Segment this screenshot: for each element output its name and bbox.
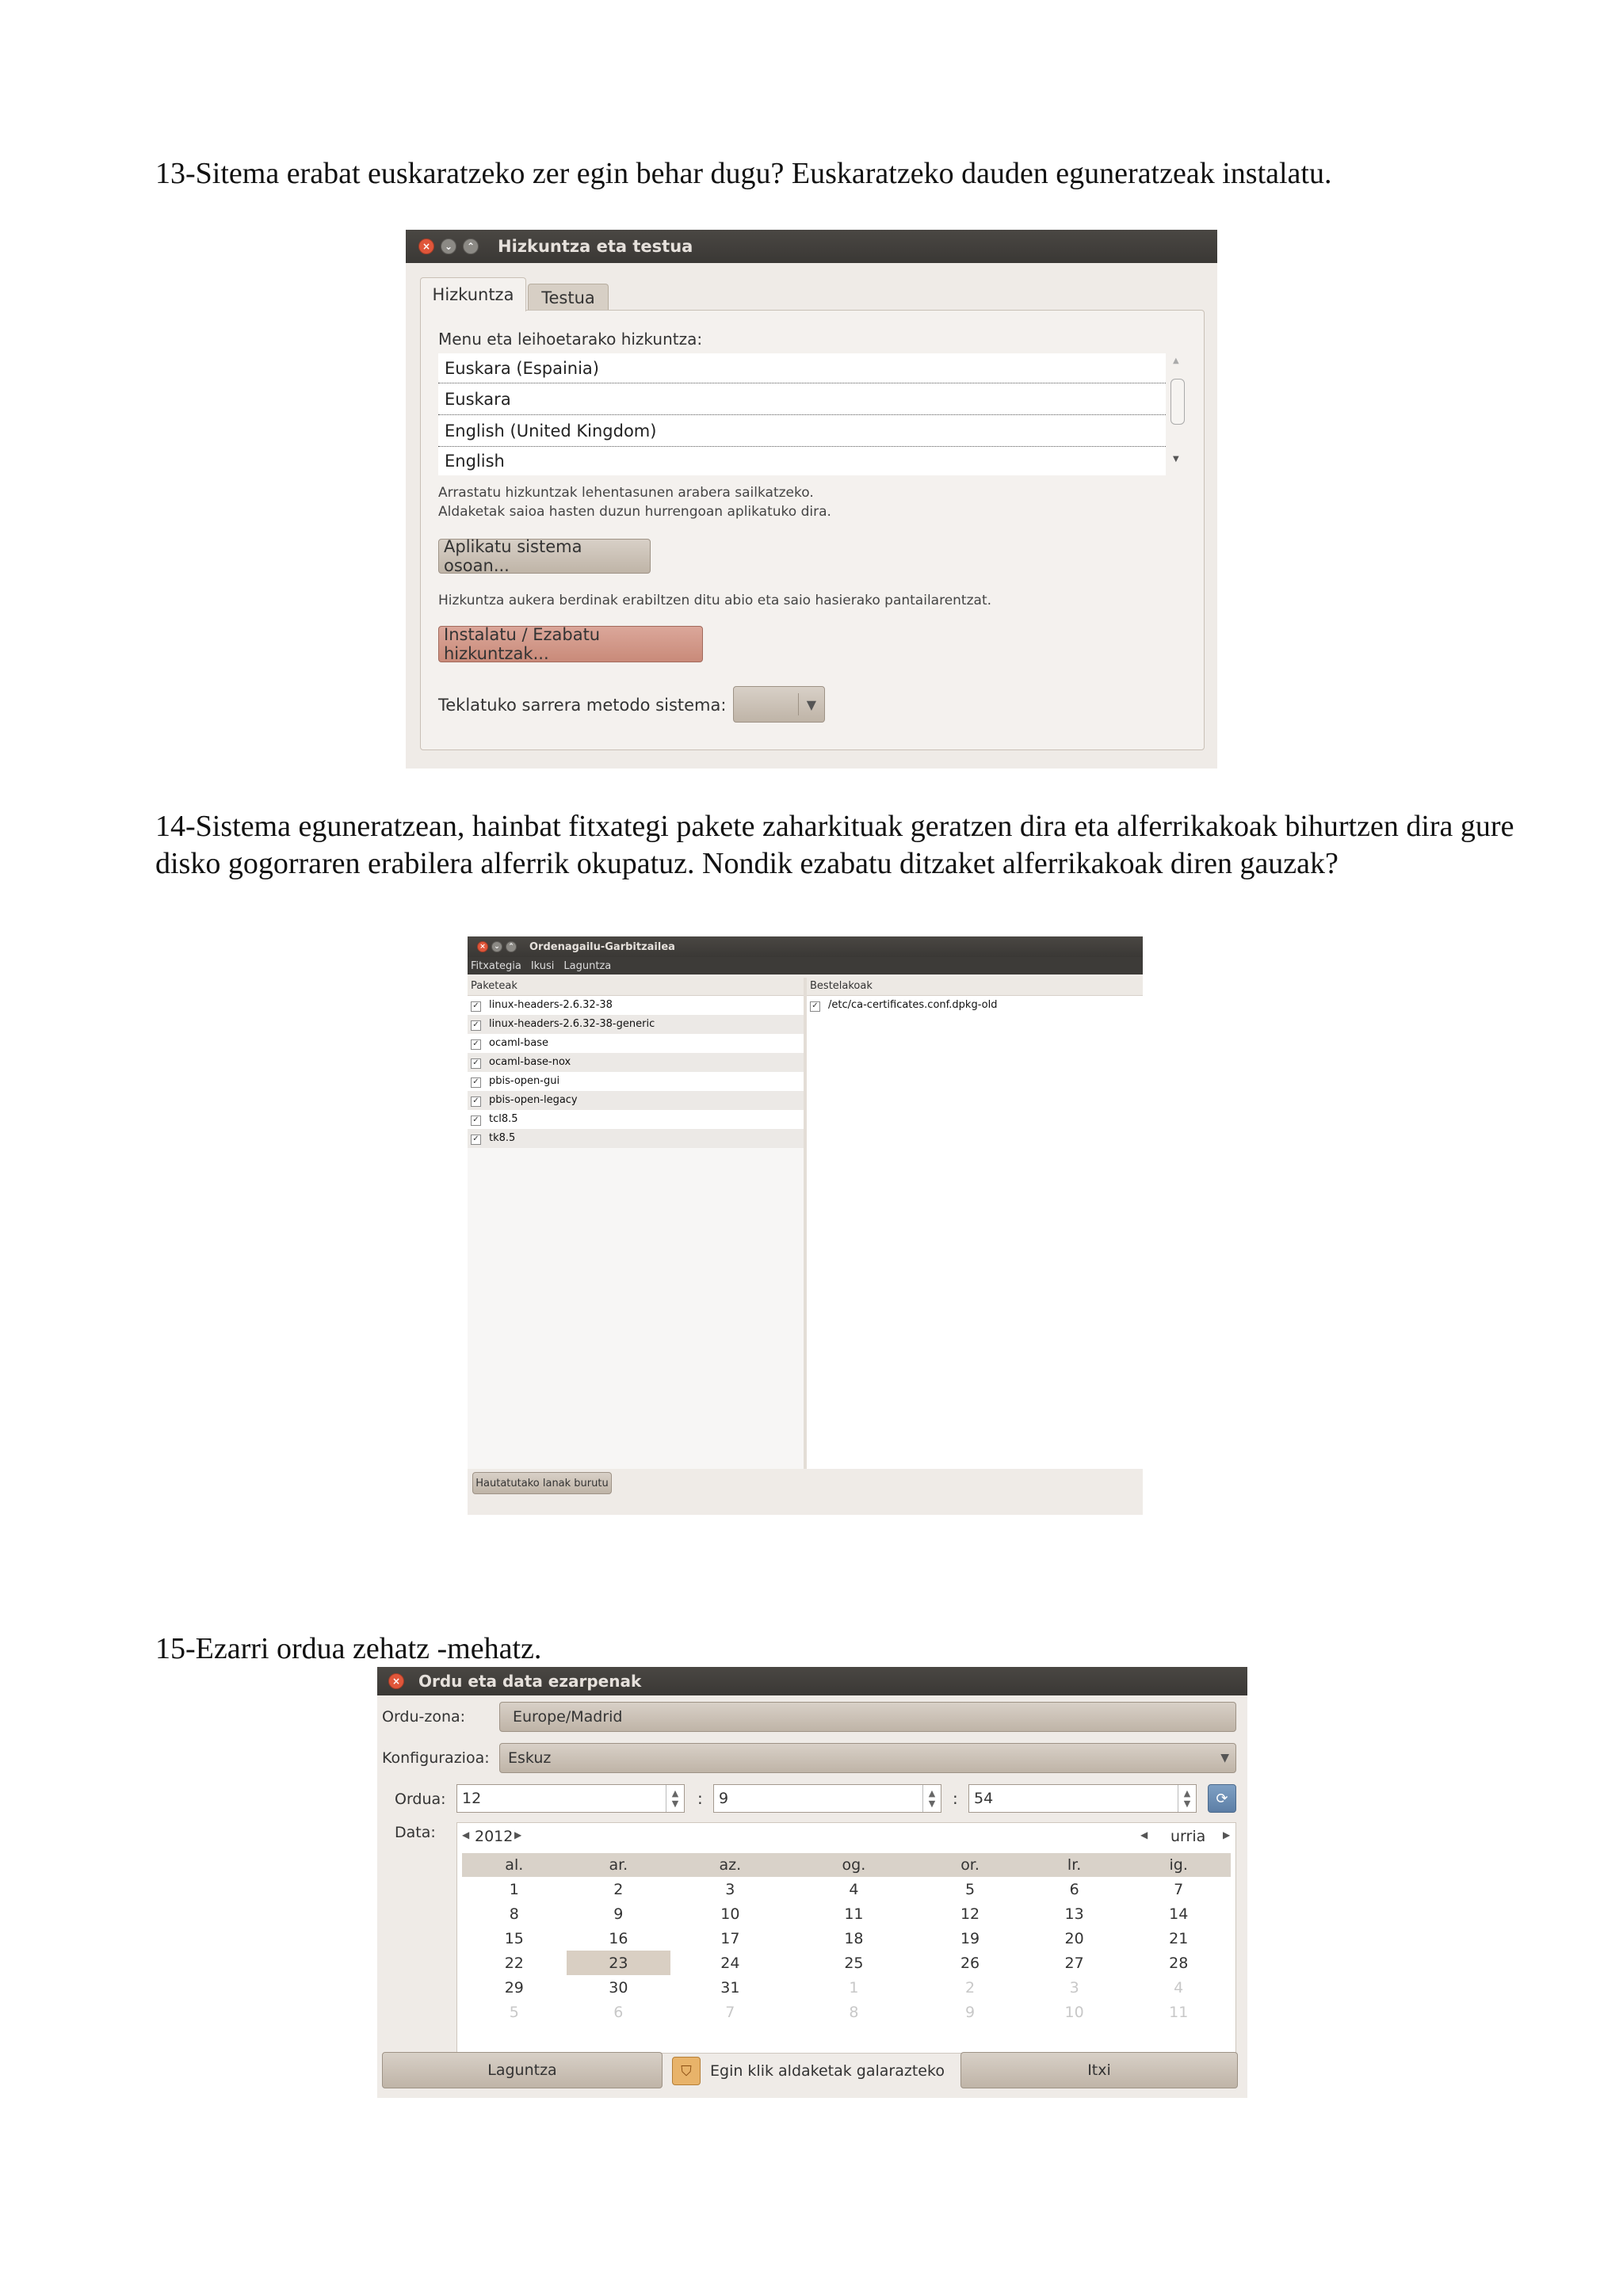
maximize-window-icon[interactable]: ⌃ — [463, 238, 479, 254]
dropdown-separator — [798, 693, 799, 715]
calendar-day[interactable]: 18 — [844, 1929, 864, 1947]
minimize-window-icon[interactable]: ⌄ — [491, 941, 502, 952]
minute-spin-arrows-icon[interactable]: ▲ ▼ — [922, 1785, 941, 1812]
calendar-day[interactable]: 20 — [1064, 1929, 1084, 1947]
hour-spinbox[interactable] — [456, 1784, 685, 1813]
calendar-header — [457, 1823, 1235, 1852]
package-name: ocaml-base — [489, 1037, 549, 1049]
tab-hizkuntza-label: Hizkuntza — [432, 285, 514, 304]
checkbox-checked-icon[interactable]: ✓ — [471, 1001, 481, 1012]
others-pane — [807, 978, 1143, 1469]
unlock-area[interactable] — [672, 2055, 945, 2087]
calendar-day[interactable]: 30 — [609, 1978, 628, 1997]
calendar-day[interactable]: 13 — [1064, 1905, 1084, 1923]
calendar-day[interactable]: 27 — [1064, 1954, 1084, 1972]
time-separator: : — [697, 1789, 703, 1808]
calendar-day-other-month[interactable]: 2 — [965, 1978, 976, 1997]
calendar-day-other-month[interactable]: 9 — [965, 2003, 976, 2021]
tab-testua[interactable] — [528, 284, 609, 311]
calendar-day[interactable]: 2 — [613, 1880, 624, 1898]
apply-system-wide-button[interactable]: Aplikatu sistema osoan... — [438, 539, 651, 574]
title-bar — [468, 936, 1143, 957]
window-title: Ordu eta data ezarpenak — [418, 1672, 642, 1691]
calendar-grid — [462, 1853, 1231, 2024]
package-name: pbis-open-gui — [489, 1075, 560, 1087]
package-name: pbis-open-legacy — [489, 1094, 578, 1106]
calendar-day[interactable]: 16 — [609, 1929, 628, 1947]
calendar-week — [462, 1951, 1231, 1975]
weekday-header: az. — [719, 1856, 742, 1874]
prev-month-icon[interactable]: ◀ — [1140, 1829, 1148, 1840]
time-label: Ordua: — [395, 1791, 446, 1808]
calendar-day[interactable]: 11 — [844, 1905, 864, 1923]
weekday-header: og. — [842, 1856, 866, 1874]
minute-value: 9 — [719, 1790, 729, 1807]
calendar-day[interactable]: 9 — [613, 1905, 624, 1923]
hour-spin-arrows-icon[interactable]: ▲ ▼ — [666, 1785, 684, 1812]
weekday-header: or. — [960, 1856, 980, 1874]
calendar-day[interactable]: 1 — [509, 1880, 519, 1898]
language-window — [406, 230, 1217, 769]
hour-value: 12 — [462, 1790, 482, 1807]
shield-lock-icon[interactable]: ⛉ — [672, 2057, 701, 2085]
calendar-day-other-month[interactable]: 11 — [1169, 2003, 1189, 2021]
tab-panel — [420, 310, 1205, 750]
install-remove-languages-button[interactable]: Instalatu / Ezabatu hizkuntzak... — [438, 626, 703, 662]
timezone-button[interactable] — [499, 1702, 1236, 1732]
scroll-thumb[interactable] — [1170, 379, 1185, 425]
configuration-label: Konfigurazioa: — [382, 1749, 490, 1767]
calendar-day[interactable]: 4 — [849, 1880, 859, 1898]
menu-language-label: Menu eta leihoetarako hizkuntza: — [438, 330, 703, 349]
calendar-day[interactable]: 21 — [1169, 1929, 1189, 1947]
language-list[interactable] — [438, 353, 1166, 475]
calendar-day-other-month[interactable]: 8 — [849, 2003, 859, 2021]
other-row[interactable] — [807, 996, 1143, 1015]
checkbox-checked-icon[interactable]: ✓ — [471, 1058, 481, 1069]
calendar-year: 2012 — [475, 1828, 514, 1845]
drag-hint: Arrastatu hizkuntzak lehentasunen arabera sailkatzeko. — [438, 485, 814, 501]
tab-hizkuntza[interactable] — [420, 277, 526, 311]
calendar-week — [462, 1926, 1231, 1951]
question-13: 13-Sitema erabat euskaratzeko zer egin behar dugu? Euskaratzeko dauden eguneratzeak instalatu. — [155, 157, 1332, 190]
checkbox-checked-icon[interactable]: ✓ — [471, 1039, 481, 1050]
calendar-day[interactable]: 15 — [504, 1929, 524, 1947]
calendar-week — [462, 1877, 1231, 1901]
question-15: 15-Ezarri ordua zehatz -mehatz. — [155, 1632, 542, 1665]
language-list-scrollbar[interactable] — [1169, 353, 1185, 475]
calendar-day-other-month[interactable]: 1 — [849, 1978, 859, 1997]
package-row[interactable] — [468, 1053, 804, 1072]
weekday-header: al. — [505, 1856, 524, 1874]
package-row[interactable] — [468, 1034, 804, 1053]
second-spin-arrows-icon[interactable]: ▲ ▼ — [1178, 1785, 1196, 1812]
dropdown-arrow-icon: ▼ — [1220, 1752, 1229, 1764]
language-row-4[interactable]: English — [445, 452, 505, 471]
calendar-day[interactable]: 12 — [960, 1905, 980, 1923]
input-method-dropdown[interactable] — [733, 686, 825, 723]
close-window-icon[interactable]: × — [388, 1673, 404, 1689]
calendar-day[interactable]: 10 — [720, 1905, 740, 1923]
next-month-icon[interactable]: ▶ — [1223, 1829, 1231, 1840]
package-row[interactable] — [468, 1091, 804, 1110]
package-name: ocaml-base-nox — [489, 1056, 571, 1068]
calendar-day[interactable]: 6 — [1069, 1880, 1079, 1898]
login-screen-note: Hizkuntza aukera berdinak erabiltzen ditu abio eta saio hasierako pantailarentzat. — [438, 593, 992, 608]
tab-testua-label: Testua — [541, 288, 595, 307]
calendar-week — [462, 1901, 1231, 1926]
maximize-window-icon[interactable]: ⌃ — [506, 941, 517, 952]
calendar-week — [462, 1975, 1231, 2000]
calendar-day-selected[interactable]: 23 — [567, 1951, 671, 1975]
weekday-header: ar. — [609, 1856, 628, 1874]
checkbox-checked-icon[interactable]: ✓ — [471, 1097, 481, 1107]
weekday-header-row — [462, 1853, 1231, 1877]
close-window-icon[interactable]: × — [477, 941, 488, 952]
window-title: Hizkuntza eta testua — [498, 237, 693, 256]
menu-laguntza[interactable]: Laguntza — [563, 959, 612, 972]
minute-spinbox[interactable] — [713, 1784, 941, 1813]
calendar-day[interactable]: 17 — [720, 1929, 740, 1947]
close-window-icon[interactable]: × — [418, 238, 434, 254]
calendar-week — [462, 2000, 1231, 2024]
input-method-label: Teklatuko sarrera metodo sistema: — [438, 696, 727, 715]
package-row[interactable] — [468, 1129, 804, 1148]
timezone-label: Ordu-zona: — [382, 1708, 466, 1726]
date-label: Data: — [395, 1824, 436, 1841]
refresh-icon: ⟳ — [1216, 1790, 1228, 1807]
menu-bar — [468, 957, 1143, 974]
prev-year-icon[interactable]: ◀ — [462, 1829, 470, 1840]
calendar-day-other-month[interactable]: 6 — [613, 2003, 624, 2021]
packages-header[interactable]: Paketeak — [468, 978, 804, 996]
calendar[interactable] — [456, 1822, 1236, 2054]
help-button[interactable]: Laguntza — [382, 2052, 663, 2088]
checkbox-checked-icon[interactable]: ✓ — [471, 1116, 481, 1126]
second-value: 54 — [974, 1790, 994, 1807]
package-row[interactable] — [468, 1110, 804, 1129]
packages-pane — [468, 978, 807, 1469]
window-title: Ordenagailu-Garbitzailea — [529, 940, 675, 953]
package-row[interactable] — [468, 996, 804, 1015]
configuration-value: Eskuz — [508, 1749, 552, 1767]
time-separator: : — [953, 1789, 958, 1808]
calendar-day[interactable]: 28 — [1169, 1954, 1189, 1972]
checkbox-checked-icon[interactable]: ✓ — [471, 1020, 481, 1031]
title-bar — [406, 230, 1217, 263]
second-spinbox[interactable] — [968, 1784, 1197, 1813]
package-name: linux-headers-2.6.32-38-generic — [489, 1018, 655, 1030]
calendar-day[interactable]: 22 — [504, 1954, 524, 1972]
calendar-day[interactable]: 25 — [844, 1954, 864, 1972]
language-row-3[interactable]: English (United Kingdom) — [438, 415, 1166, 447]
close-button[interactable]: Itxi — [960, 2052, 1238, 2088]
package-name: linux-headers-2.6.32-38 — [489, 999, 613, 1011]
next-year-icon[interactable]: ▶ — [514, 1829, 522, 1840]
calendar-day[interactable]: 29 — [504, 1978, 524, 1997]
calendar-day-other-month[interactable]: 4 — [1174, 1978, 1184, 1997]
language-row-2[interactable]: Euskara — [438, 383, 1166, 415]
dropdown-arrow-icon: ▼ — [806, 696, 816, 712]
calendar-day[interactable]: 7 — [1174, 1880, 1184, 1898]
unlock-text: Egin klik aldaketak galarazteko — [710, 2062, 945, 2080]
calendar-day[interactable]: 14 — [1169, 1905, 1189, 1923]
calendar-day[interactable]: 3 — [725, 1880, 735, 1898]
package-row[interactable] — [468, 1072, 804, 1091]
calendar-day-other-month[interactable]: 7 — [725, 2003, 735, 2021]
package-row[interactable] — [468, 1015, 804, 1034]
calendar-day[interactable]: 24 — [720, 1954, 740, 1972]
calendar-day-other-month[interactable]: 3 — [1069, 1978, 1079, 1997]
time-date-window — [377, 1667, 1247, 2098]
checkbox-checked-icon[interactable]: ✓ — [471, 1135, 481, 1145]
menu-fitxategia[interactable]: Fitxategia — [471, 959, 521, 972]
package-name: tcl8.5 — [489, 1113, 518, 1125]
computer-janitor-window — [468, 936, 1143, 1515]
language-row-1[interactable]: Euskara (Espainia) — [438, 353, 1166, 383]
scroll-up-icon[interactable]: ▲ — [1173, 357, 1179, 365]
apply-hint: Aldaketak saioa hasten duzun hurrengoan aplikatuko dira. — [438, 504, 831, 520]
title-bar — [377, 1667, 1247, 1695]
checkbox-checked-icon[interactable]: ✓ — [810, 1001, 820, 1012]
calendar-day-other-month[interactable]: 10 — [1064, 2003, 1084, 2021]
package-name: tk8.5 — [489, 1132, 516, 1144]
configuration-dropdown[interactable] — [499, 1743, 1236, 1773]
calendar-day[interactable]: 19 — [960, 1929, 980, 1947]
timezone-value: Europe/Madrid — [513, 1708, 623, 1726]
run-selected-tasks-button[interactable]: Hautatutako lanak burutu — [472, 1472, 612, 1494]
checkbox-checked-icon[interactable]: ✓ — [471, 1077, 481, 1088]
calendar-day[interactable]: 8 — [509, 1905, 519, 1923]
other-name: /etc/ca-certificates.conf.dpkg-old — [828, 999, 998, 1011]
calendar-day[interactable]: 5 — [965, 1880, 976, 1898]
calendar-day[interactable]: 31 — [720, 1978, 740, 1997]
scroll-down-icon[interactable]: ▼ — [1173, 455, 1179, 463]
minimize-window-icon[interactable]: ⌄ — [441, 238, 456, 254]
weekday-header: lr. — [1067, 1856, 1082, 1874]
menu-ikusi[interactable]: Ikusi — [530, 959, 555, 972]
weekday-header: ig. — [1169, 1856, 1188, 1874]
calendar-day-other-month[interactable]: 5 — [509, 2003, 519, 2021]
calendar-month: urria — [1170, 1828, 1206, 1845]
others-header[interactable]: Bestelakoak — [807, 978, 1143, 996]
calendar-day[interactable]: 26 — [960, 1954, 980, 1972]
question-14: 14-Sistema eguneratzean, hainbat fitxategi pakete zaharkituak geratzen dira eta alferrikakoak bihurtzen dira gure disko gogorraren erabilera alferrik okupatuz. Nondik ezabatu ditzaket alferrikakoak diren gauzak? — [155, 810, 1514, 880]
sync-time-button[interactable] — [1208, 1784, 1236, 1813]
